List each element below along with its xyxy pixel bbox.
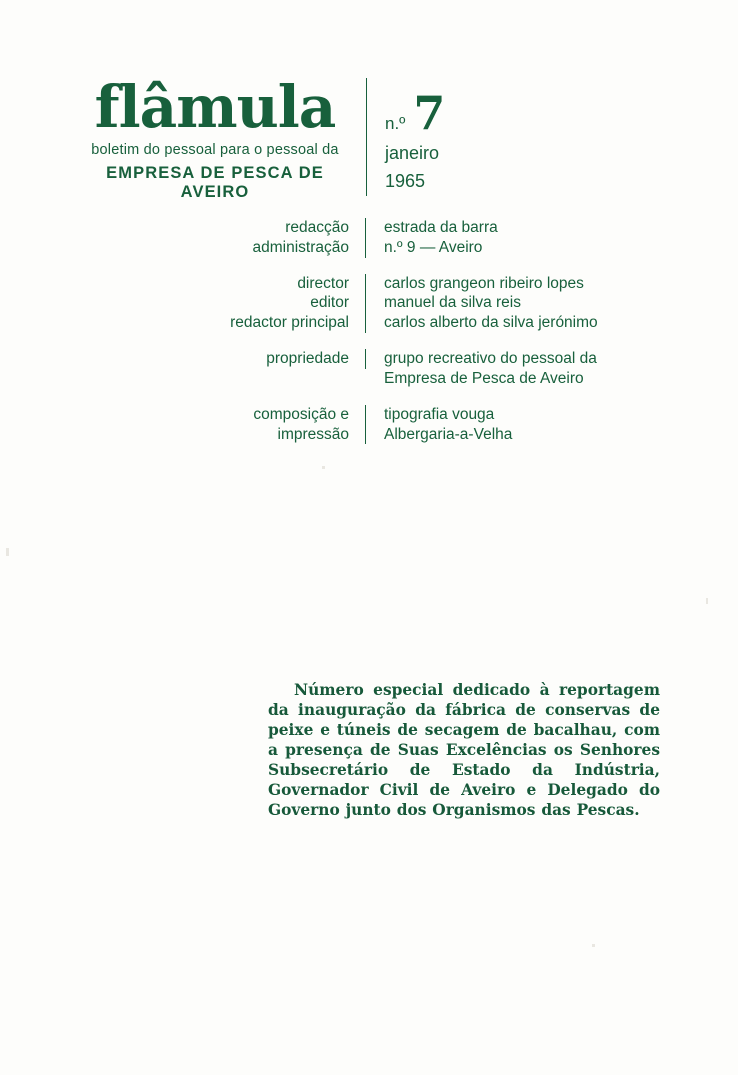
credit-label-line: impressão — [277, 425, 349, 443]
credit-value-line: carlos grangeon ribeiro lopes — [384, 274, 584, 292]
credit-value-line: carlos alberto da silva jerónimo — [384, 314, 598, 332]
credit-value-line: tipografia vouga — [384, 405, 495, 423]
scan-speck — [706, 598, 708, 604]
credit-label-line: redacção — [285, 219, 349, 236]
issue-number-label: n.º — [385, 114, 406, 133]
credit-value-line: n.º 9 — Aveiro — [384, 238, 483, 256]
credit-label — [78, 405, 366, 445]
issue-year: 1965 — [385, 171, 426, 192]
credit-row — [78, 405, 658, 445]
credit-label-line: director — [297, 274, 349, 292]
credit-value — [366, 218, 498, 258]
credit-value-line: grupo recreativo do pessoal da — [384, 350, 597, 368]
credit-value — [366, 349, 597, 389]
dedication-text: Número especial dedicado à reportagem da inauguração da fábrica de conservas de peixe e túneis de secagem de bacalhau, com a presença de Suas Excelências os Senhores Subsecretário de Estado da Indústria, Governador Civil de Aveiro e Delegado do Governo junto dos Organismos das Pescas. — [268, 681, 660, 820]
credit-row — [78, 218, 658, 258]
dedication-note — [268, 680, 660, 820]
credit-row — [78, 274, 658, 333]
credit-row — [78, 349, 658, 389]
credit-label-line: editor — [310, 294, 349, 312]
credit-label-line: propriedade — [266, 350, 349, 368]
masthead — [78, 73, 658, 202]
masthead-title-block — [78, 73, 366, 202]
issue-number-value: 7 — [413, 86, 446, 140]
credit-label — [78, 349, 366, 369]
credit-label — [78, 218, 366, 258]
publication-tagline: boletim do pessoal para o pessoal da — [91, 142, 339, 158]
credit-value — [366, 274, 598, 333]
masthead-issue-block — [366, 78, 445, 196]
scan-speck — [6, 548, 9, 556]
scan-speck — [322, 466, 325, 469]
credit-value — [366, 405, 512, 445]
publication-company: EMPRESA DE PESCA DE AVEIRO — [106, 164, 324, 201]
scan-speck — [592, 944, 595, 947]
credit-value-line: Empresa de Pesca de Aveiro — [384, 369, 584, 387]
credit-label-line: redactor principal — [230, 314, 349, 332]
credit-value-line: Albergaria-a-Velha — [384, 425, 513, 443]
issue-line — [385, 86, 446, 140]
credit-label — [78, 274, 366, 333]
masthead-top — [78, 73, 658, 202]
credit-value-line: manuel da silva reis — [384, 294, 521, 312]
credit-value-line: estrada da barra — [384, 219, 498, 236]
publication-logo: flâmula — [94, 73, 336, 141]
credits-table — [78, 218, 658, 460]
credit-label-line: administração — [252, 238, 349, 256]
issue-month: janeiro — [385, 142, 440, 163]
credit-label-line: composição e — [253, 405, 349, 423]
